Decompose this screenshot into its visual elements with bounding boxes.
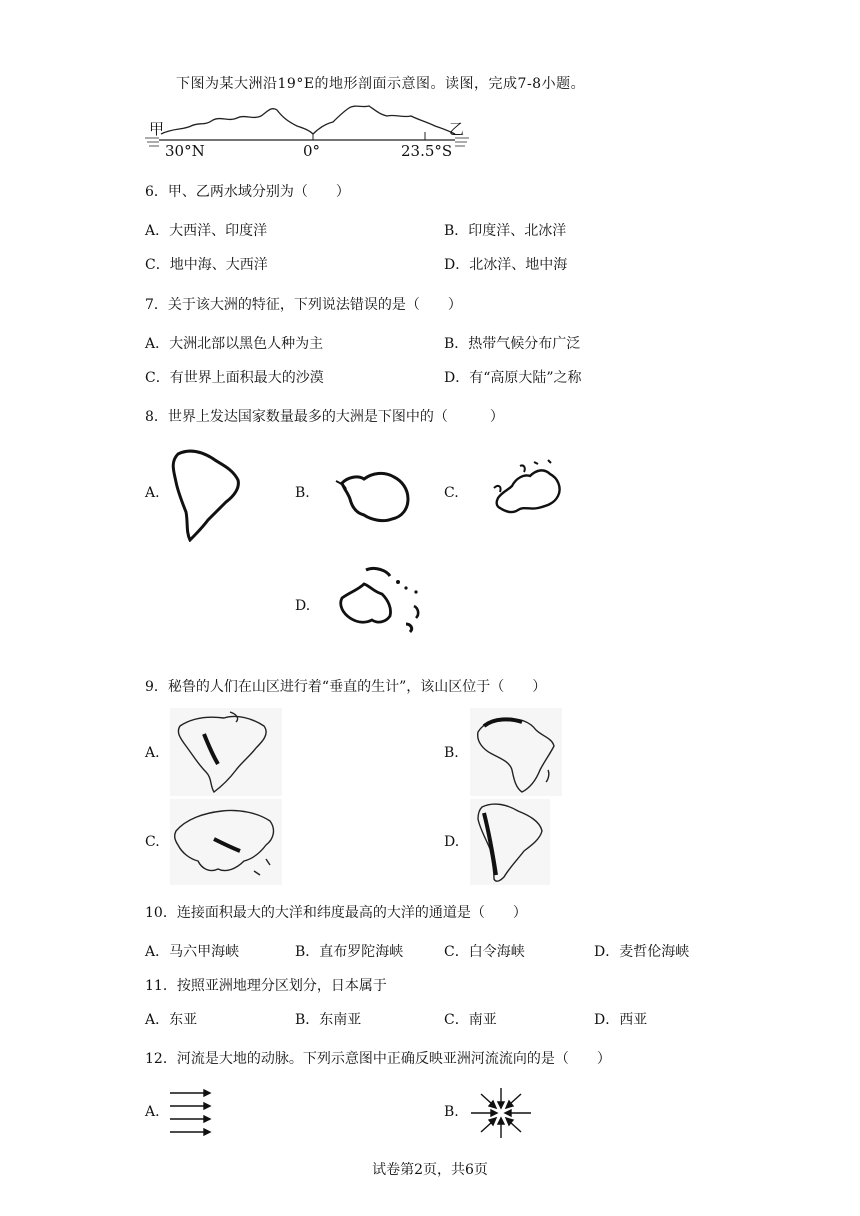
q7-option-b[interactable]: B．热带气候分布广泛 [444, 336, 581, 352]
tick-equator: 0° [303, 142, 321, 160]
question-6-stem: 6．甲、乙两水域分别为（ ） [145, 184, 350, 200]
q11-option-b[interactable]: B．东南亚 [295, 1012, 362, 1028]
q6-option-a[interactable]: A．大西洋、印度洋 [145, 223, 268, 239]
q10-option-c[interactable]: C．白令海峡 [444, 944, 525, 960]
q9-option-a[interactable]: A. [145, 745, 160, 761]
q10-option-b[interactable]: B．直布罗陀海峡 [295, 944, 404, 960]
terrain-profile-figure [143, 104, 473, 162]
question-10-stem: 10．连接面积最大的大洋和纬度最高的大洋的通道是（ ） [145, 905, 527, 921]
q6-option-d[interactable]: D．北冰洋、地中海 [444, 257, 568, 273]
q10-option-a[interactable]: A．马六甲海峡 [145, 944, 240, 960]
q9-option-c[interactable]: C. [145, 834, 160, 850]
tick-30n: 30°N [165, 142, 205, 160]
q9-option-b[interactable]: B. [444, 745, 459, 761]
q8-option-c[interactable]: C. [444, 485, 459, 501]
q6-option-c[interactable]: C．地中海、大西洋 [145, 257, 268, 273]
africa-map[interactable] [470, 708, 562, 796]
question-7-stem: 7．关于该大洲的特征，下列说法错误的是（ ） [145, 297, 462, 313]
antarctica-map[interactable] [334, 469, 414, 525]
q7-option-c[interactable]: C．有世界上面积最大的沙漠 [145, 370, 324, 386]
parallel-flow-arrows[interactable] [168, 1088, 212, 1138]
q9-option-d[interactable]: D. [444, 834, 460, 850]
question-11-stem: 11．按照亚洲地理分区划分，日本属于 [145, 978, 387, 994]
europe-map[interactable] [490, 458, 566, 520]
question-9-stem: 9．秘鲁的人们在山区进行着“垂直的生计”，该山区位于（ ） [145, 679, 547, 695]
q11-option-c[interactable]: C．南亚 [444, 1012, 497, 1028]
q7-option-d[interactable]: D．有“高原大陆”之称 [444, 370, 582, 386]
tick-23-5s: 23.5°S [401, 142, 453, 160]
question-12-stem: 12．河流是大地的动脉。下列示意图中正确反映亚洲河流流向的是（ ） [145, 1051, 611, 1067]
q8-option-b[interactable]: B. [295, 485, 310, 501]
q8-option-a[interactable]: A. [145, 485, 160, 501]
south-america-map[interactable] [168, 448, 244, 542]
intro-text: 下图为某大洲沿19°E的地形剖面示意图。读图，完成7-8小题。 [176, 76, 586, 92]
q11-option-d[interactable]: D．西亚 [594, 1012, 648, 1028]
q11-option-a[interactable]: A．东亚 [145, 1012, 198, 1028]
q10-option-d[interactable]: D．麦哲伦海峡 [594, 944, 690, 960]
q12-option-a[interactable]: A. [145, 1104, 160, 1120]
oceania-map[interactable] [334, 562, 434, 640]
asia-map[interactable] [170, 799, 282, 885]
label-jia: 甲 [149, 120, 165, 138]
q8-option-d[interactable]: D. [295, 598, 311, 614]
page-footer: 试卷第2页，共6页 [372, 1162, 488, 1178]
q7-option-a[interactable]: A．大洲北部以黑色人种为主 [145, 336, 324, 352]
centripetal-flow-arrows[interactable] [469, 1086, 533, 1140]
question-8-stem: 8．世界上发达国家数量最多的大洲是下图中的（ ） [145, 409, 504, 425]
south-america-andes-map[interactable] [470, 799, 550, 885]
q6-option-b[interactable]: B．印度洋、北冰洋 [444, 223, 567, 239]
q12-option-b[interactable]: B. [444, 1104, 459, 1120]
north-america-map[interactable] [170, 708, 282, 796]
label-yi: 乙 [449, 120, 465, 138]
